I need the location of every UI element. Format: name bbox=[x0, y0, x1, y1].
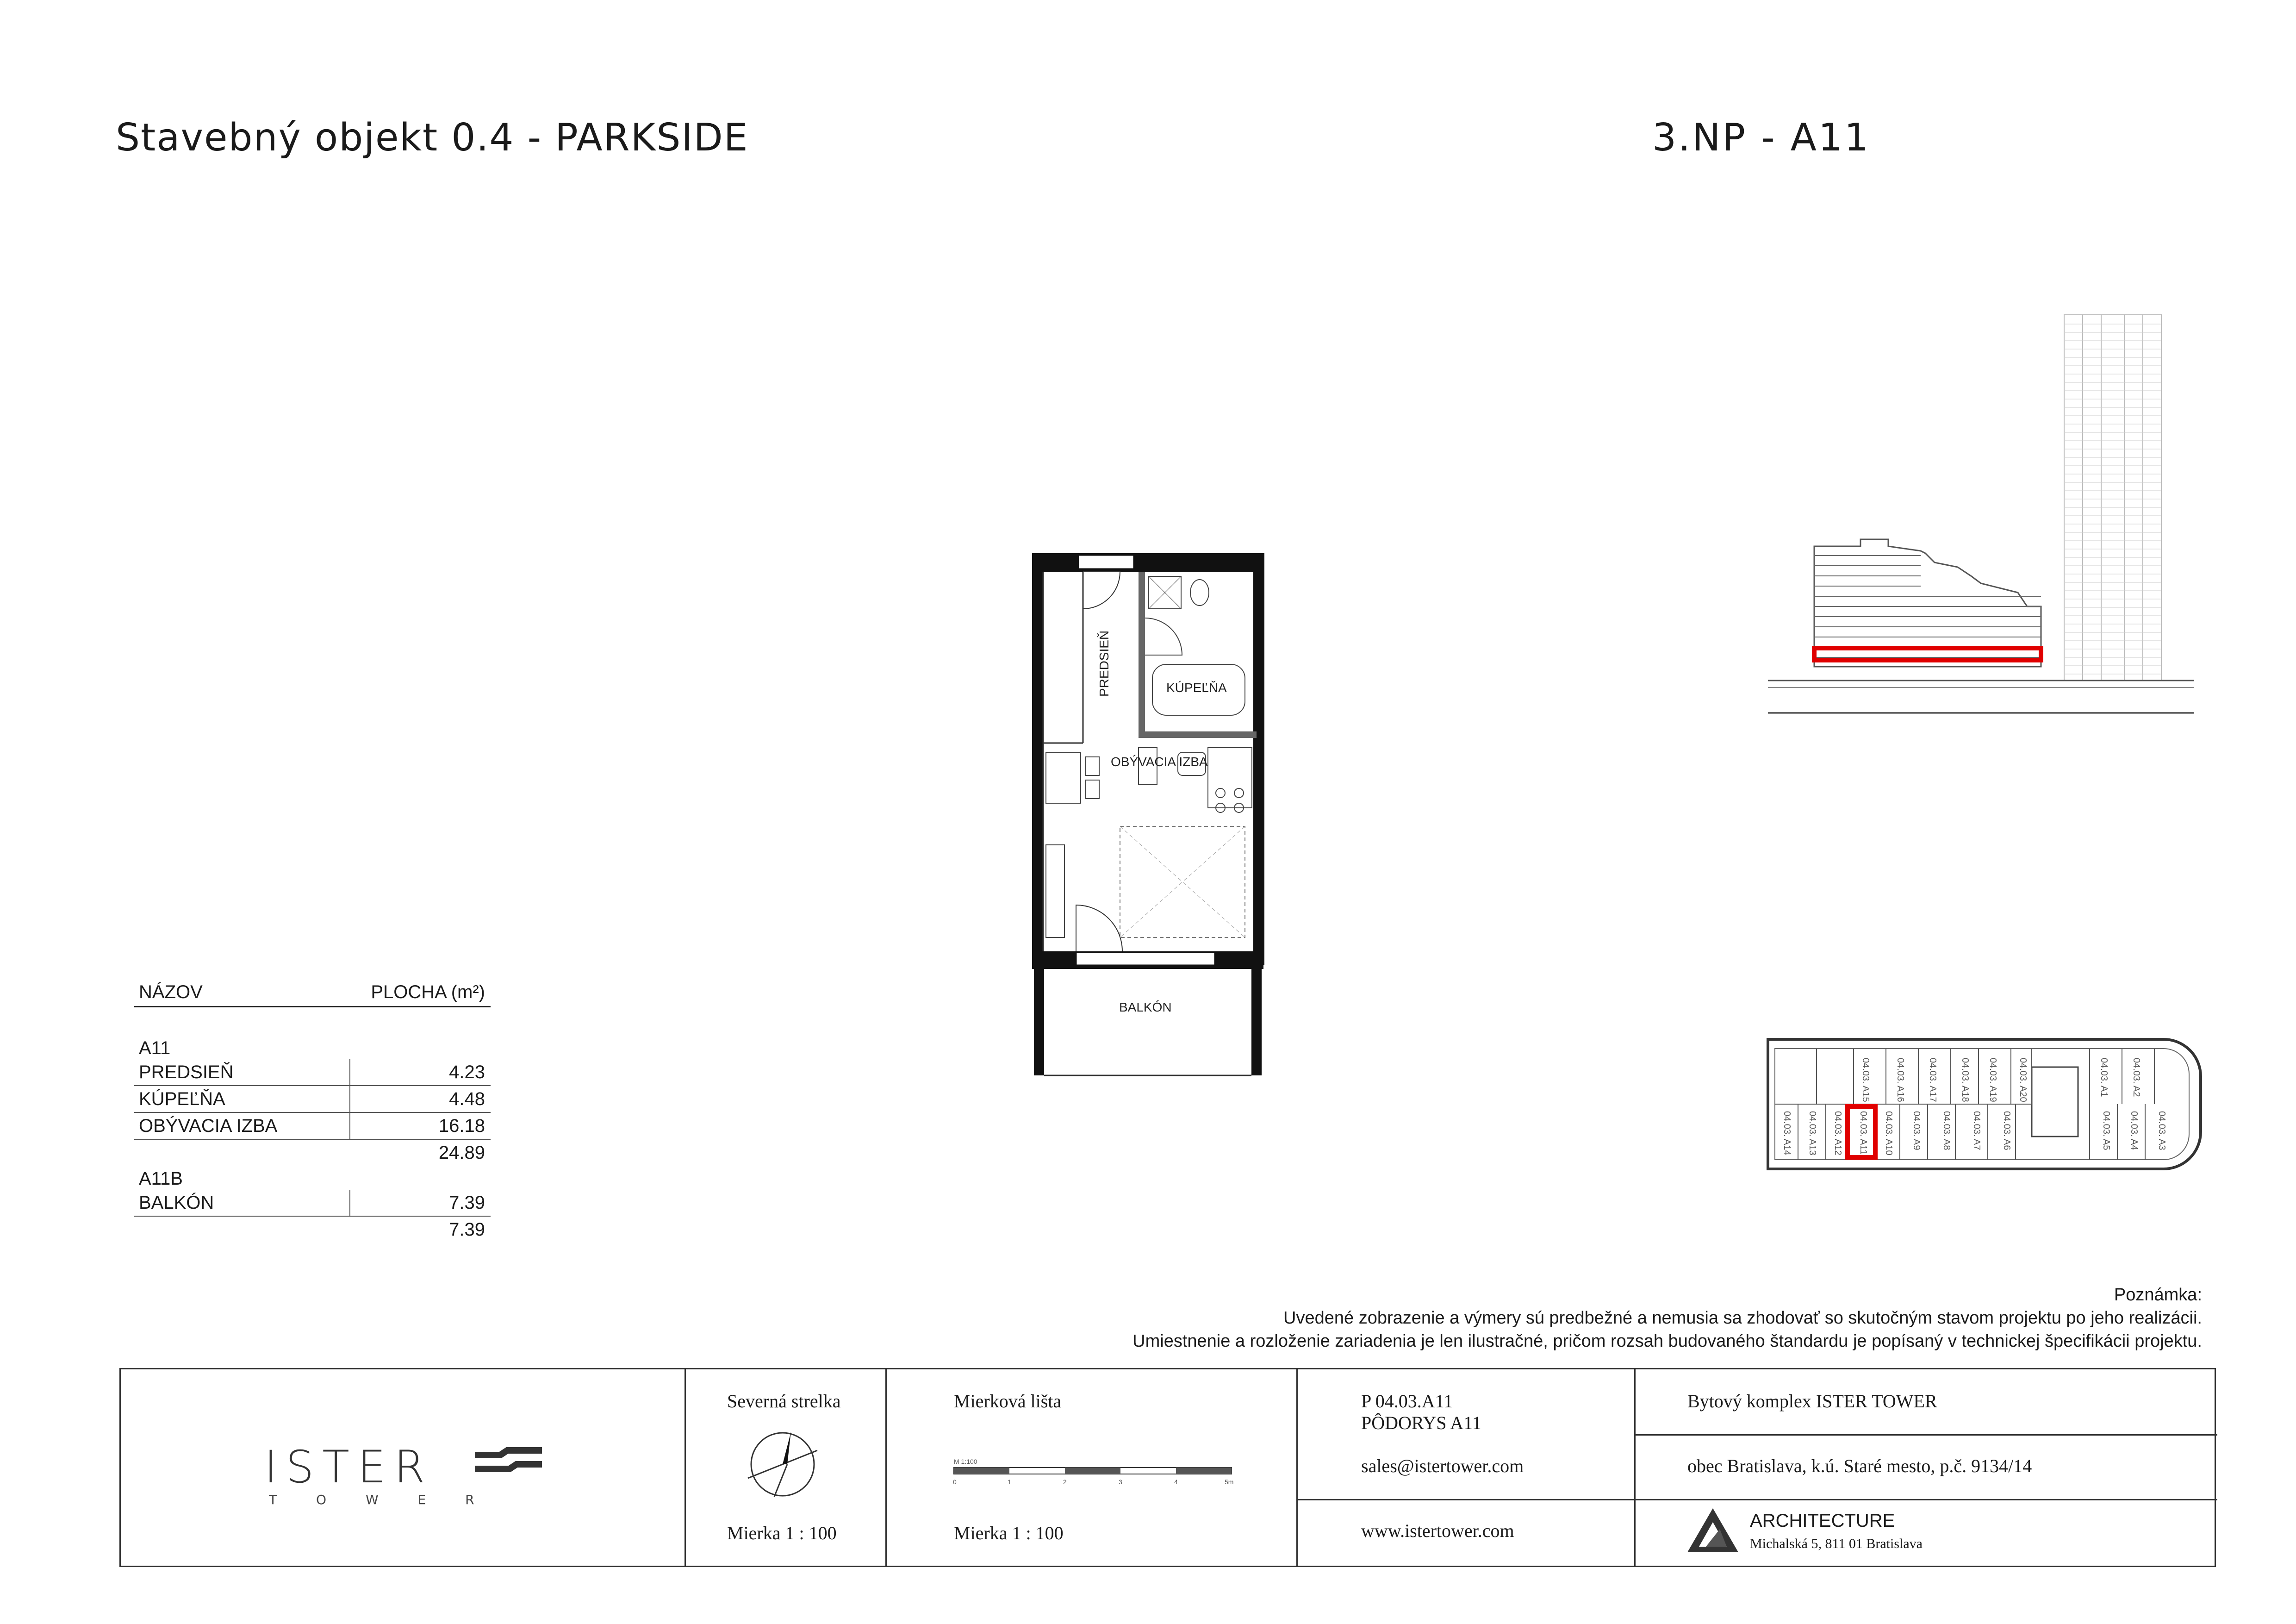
wall-top bbox=[1032, 553, 1263, 572]
unit-title: 3.NP - A11 bbox=[1652, 116, 1871, 160]
architect-logo-icon bbox=[1685, 1506, 1741, 1557]
group-name: A11B bbox=[139, 1168, 183, 1189]
key-plan-unit-label: 04.03. A1 bbox=[2099, 1058, 2109, 1097]
floor-plan bbox=[1027, 549, 1268, 1081]
table-row bbox=[134, 1190, 491, 1217]
key-plan-unit-label: 04.03. A20 bbox=[2018, 1058, 2028, 1102]
note bbox=[1132, 1283, 2202, 1353]
email-link[interactable]: sales@istertower.com bbox=[1361, 1455, 1524, 1476]
scalebar-tick: 0 bbox=[953, 1478, 957, 1486]
complex-name: Bytový komplex ISTER TOWER bbox=[1687, 1391, 1937, 1412]
table-row bbox=[134, 1086, 491, 1113]
header-name: NÁZOV bbox=[139, 982, 203, 1002]
logo-mark bbox=[473, 1446, 547, 1478]
wall-right bbox=[1253, 553, 1264, 965]
header-area: PLOCHA (m²) bbox=[371, 982, 485, 1002]
window-top bbox=[1078, 555, 1134, 569]
architect-address: Michalská 5, 811 01 Bratislava bbox=[1750, 1536, 1923, 1551]
toilet bbox=[1190, 580, 1209, 606]
north-arrow-icon bbox=[746, 1427, 820, 1501]
key-plan-unit-label: 04.03. A6 bbox=[2002, 1111, 2012, 1150]
note-line-1: Uvedené zobrazenie a výmery sú predbežné a nemusia sa zhodovať so skutočným stavom projektu po jeho realizácii. bbox=[1283, 1308, 2202, 1328]
scale-bar bbox=[952, 1457, 1238, 1494]
key-plan-unit-label: 04.03. A2 bbox=[2131, 1058, 2141, 1097]
entry-door bbox=[1083, 572, 1120, 609]
key-plan-unit-label: 04.03. A9 bbox=[1911, 1111, 1922, 1150]
key-plan-unit-label: 04.03. A10 bbox=[1884, 1111, 1894, 1156]
scalebar-tick: 1 bbox=[1008, 1478, 1011, 1486]
bathroom-wall bbox=[1139, 572, 1145, 736]
scalebar-label: Mierková lišta bbox=[954, 1391, 1062, 1412]
group-a11 bbox=[134, 1035, 491, 1059]
title-block bbox=[119, 1368, 2216, 1567]
bathroom-door bbox=[1145, 618, 1182, 655]
key-plan-unit-label: 04.03. A13 bbox=[1807, 1111, 1817, 1156]
project-title: Stavebný objekt 0.4 - PARKSIDE bbox=[116, 116, 749, 160]
table-row bbox=[134, 1113, 491, 1140]
scalebar-tick: 3 bbox=[1119, 1478, 1122, 1486]
balcony-door bbox=[1076, 952, 1215, 965]
note-title: Poznámka: bbox=[2114, 1285, 2202, 1305]
row-area: 4.48 bbox=[449, 1089, 485, 1109]
row-name: KÚPEĽŇA bbox=[139, 1089, 225, 1109]
scalebar-tick: 4 bbox=[1174, 1478, 1178, 1486]
building-section bbox=[1759, 310, 2203, 727]
north-scale: Mierka 1 : 100 bbox=[727, 1523, 837, 1543]
table-row bbox=[134, 1059, 491, 1086]
note-line-2: Umiestnenie a rozloženie zariadenia je len ilustračné, pričom rozsah budovaného štandardu je popísaný v technickej špecifikácii projektu. bbox=[1132, 1331, 2202, 1351]
row-name: PREDSIEŇ bbox=[139, 1062, 234, 1082]
scalebar-tick: 5m bbox=[1225, 1478, 1234, 1486]
key-plan-unit-label: 04.03. A19 bbox=[1988, 1058, 1998, 1102]
room-door bbox=[1076, 905, 1122, 951]
table-header bbox=[134, 979, 491, 1007]
key-plan bbox=[1766, 1035, 2205, 1174]
tower bbox=[2064, 315, 2161, 681]
key-plan-unit-label: 04.03. A5 bbox=[2101, 1111, 2111, 1150]
key-plan-unit-label: 04.03. A16 bbox=[1895, 1058, 1905, 1102]
row-area: 7.39 bbox=[449, 1193, 485, 1213]
wall-left bbox=[1032, 553, 1043, 965]
group-name: A11 bbox=[139, 1038, 171, 1058]
row-area: 4.23 bbox=[449, 1062, 485, 1082]
key-plan-unit-label: 04.03. A7 bbox=[1972, 1111, 1982, 1150]
row-name: OBÝVACIA IZBA bbox=[139, 1116, 278, 1136]
bed bbox=[1120, 826, 1245, 937]
key-plan-unit-label: 04.03. A4 bbox=[2129, 1111, 2139, 1150]
location: obec Bratislava, k.ú. Staré mesto, p.č. 9134/14 bbox=[1687, 1455, 2032, 1476]
architect-name: ARCHITECTURE bbox=[1750, 1511, 1895, 1531]
scalebar-scale: Mierka 1 : 100 bbox=[954, 1523, 1064, 1543]
total-area: 24.89 bbox=[438, 1143, 485, 1163]
group-a11b bbox=[134, 1166, 491, 1190]
drawing-name: PÔDORYS A11 bbox=[1361, 1412, 1481, 1433]
scalebar-caption: M 1:100 bbox=[954, 1458, 977, 1465]
room-label-balkon: BALKÓN bbox=[1119, 1000, 1172, 1014]
key-plan-unit-label: 04.03. A18 bbox=[1960, 1058, 1970, 1102]
total-area: 7.39 bbox=[449, 1219, 485, 1240]
cooktop bbox=[1208, 748, 1252, 808]
key-plan-unit-label: 04.03. A14 bbox=[1782, 1111, 1792, 1156]
key-plan-unit-label: 04.03. A3 bbox=[2157, 1111, 2167, 1150]
scalebar-tick: 2 bbox=[1063, 1478, 1067, 1486]
group-total bbox=[134, 1217, 491, 1243]
key-plan-unit-label: 04.03. A12 bbox=[1833, 1111, 1843, 1156]
group-total bbox=[134, 1140, 491, 1166]
room-label-obyvacia: OBÝVACIA IZBA bbox=[1111, 755, 1208, 769]
key-plan-unit-label: 04.03. A8 bbox=[1941, 1111, 1952, 1150]
wardrobe bbox=[1046, 845, 1064, 937]
table bbox=[1046, 752, 1081, 803]
area-table bbox=[134, 979, 491, 1243]
drawing-code: P 04.03.A11 bbox=[1361, 1391, 1453, 1412]
room-label-kupelna: KÚPEĽŇA bbox=[1166, 681, 1227, 695]
key-plan-unit-label: 04.03. A15 bbox=[1860, 1058, 1871, 1102]
row-name: BALKÓN bbox=[139, 1193, 214, 1213]
key-plan-unit-label: 04.03. A17 bbox=[1928, 1058, 1938, 1102]
logo-subtext: T O W E R bbox=[269, 1492, 492, 1507]
logo-text: ISTER bbox=[264, 1441, 434, 1493]
web-link[interactable]: www.istertower.com bbox=[1361, 1520, 1514, 1541]
key-plan-unit-label: 04.03. A11 bbox=[1858, 1111, 1868, 1155]
row-area: 16.18 bbox=[438, 1116, 485, 1136]
north-label: Severná strelka bbox=[727, 1391, 841, 1412]
room-label-predsien: PREDSIEŇ bbox=[1097, 630, 1111, 697]
